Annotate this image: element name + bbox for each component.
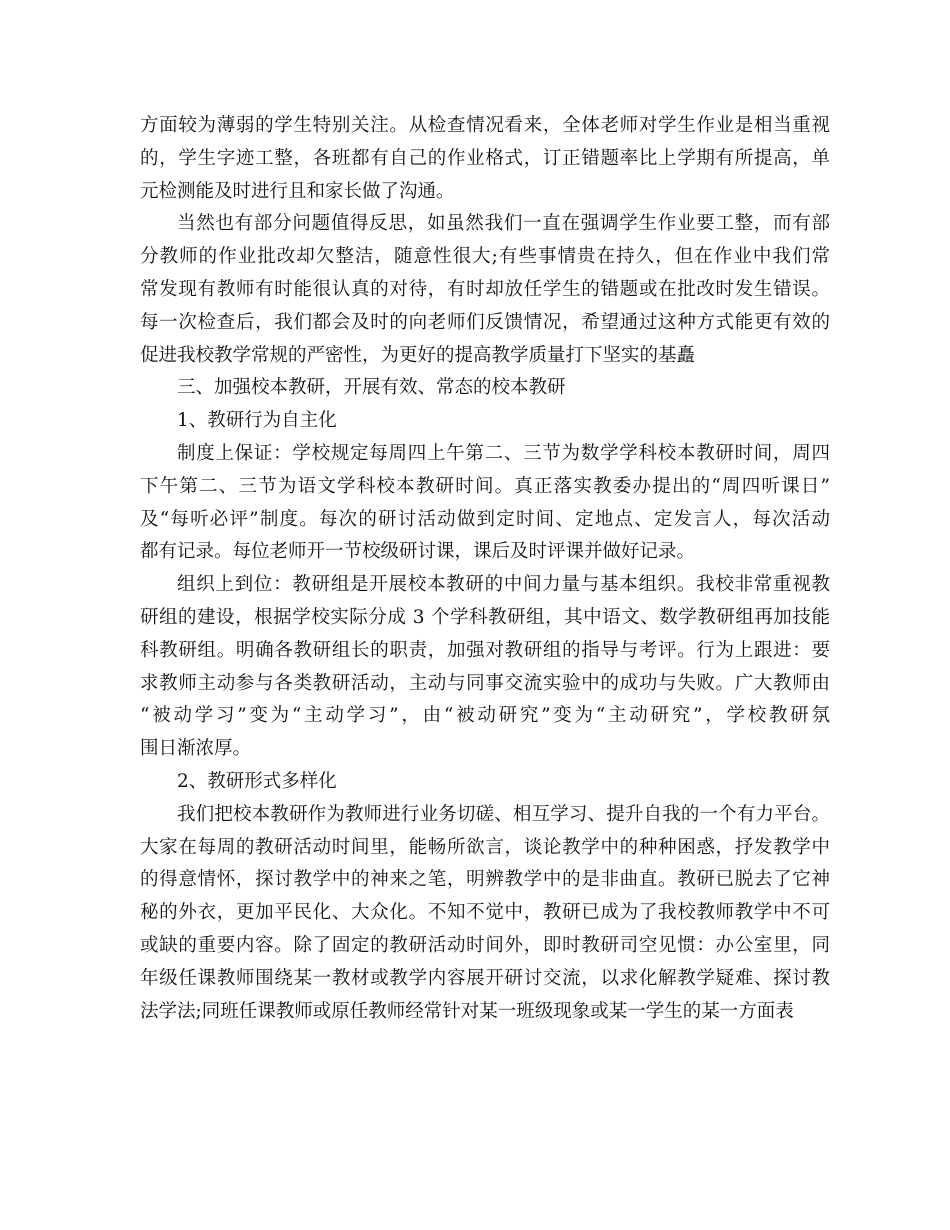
text-line: 方面较为薄弱的学生特别关注。从检查情况看来，全体老师对学生作业是相当重视 xyxy=(140,115,830,136)
text-line: 都有记录。每位老师开一节校级研讨课，课后及时评课并做好记录。 xyxy=(140,541,696,563)
text-line: 及“每听必评”制度。每次的研讨活动做到定时间、定地点、定发言人，每次活动 xyxy=(140,508,830,530)
paragraph-p2 xyxy=(140,208,830,372)
paragraph-p3 xyxy=(140,372,830,405)
text-line: 或缺的重要内容。除了固定的教研活动时间外，即时教研司空见惯：办公室里，同 xyxy=(140,934,830,956)
text-line: 促进我校教学常规的严密性，为更好的提高教学质量打下坚实的基矗 xyxy=(140,344,696,366)
text-line: 大家在每周的教研活动时间里，能畅所欲言，谈论教学中的种种困惑，抒发教学中 xyxy=(140,836,830,858)
text-line: 分教师的作业批改却欠整洁，随意性很大;有些事情贵在持久，但在作业中我们常 xyxy=(140,246,830,268)
text-line: 下午第二、三节为语文学科校本教研时间。真正落实教委办提出的“周四听课日” xyxy=(140,475,830,497)
text-line: 求教师主动参与各类教研活动，主动与同事交流实验中的成功与失败。广大教师由 xyxy=(140,672,830,694)
text-line: 组织上到位：教研组是开展校本教研的中间力量与基本组织。我校非常重视教 xyxy=(177,574,830,596)
text-line: 2、教研形式多样化 xyxy=(177,770,337,792)
text-line: 制度上保证：学校规定每周四上午第二、三节为数学学科校本教研时间，周四 xyxy=(177,442,830,464)
text-line: 科教研组。明确各教研组长的职责，加强对教研组的指导与考评。行为上跟进：要 xyxy=(140,639,830,661)
text-line: 秘的外衣，更加平民化、大众化。不知不觉中，教研已成为了我校教师教学中不可 xyxy=(140,902,830,924)
text-line: 每一次检查后，我们都会及时的向老师们反馈情况，希望通过这种方式能更有效的 xyxy=(140,311,830,333)
paragraph-p1 xyxy=(140,110,830,208)
text-line: 三、加强校本教研，开展有效、常态的校本教研 xyxy=(177,377,566,399)
text-line: 元检测能及时进行且和家长做了沟通。 xyxy=(140,180,455,202)
text-line: 常发现有教师有时能很认真的对待，有时却放任学生的错题或在批改时发生错误。 xyxy=(140,278,830,300)
document-body xyxy=(140,110,830,1028)
text-line: 围日渐浓厚。 xyxy=(140,738,252,760)
text-line: 1、教研行为自主化 xyxy=(177,410,337,432)
text-line: 年级任课教师围绕某一教材或教学内容展开研讨交流，以求化解教学疑难、探讨教 xyxy=(140,967,830,989)
text-line: 的，学生字迹工整，各班都有自己的作业格式，订正错题率比上学期有所提高，单 xyxy=(140,147,830,169)
text-line: 的得意情怀，探讨教学中的神来之笔，明辨教学中的是非曲直。教研已脱去了它神 xyxy=(140,869,830,891)
paragraph-p4 xyxy=(140,405,830,438)
text-line: 法学法;同班任课教师或原任教师经常针对某一班级现象或某一学生的某一方面表 xyxy=(140,1000,794,1022)
paragraph-p6 xyxy=(140,569,830,766)
paragraph-p8 xyxy=(140,799,830,1029)
paragraph-p5 xyxy=(140,438,830,569)
text-line: 我们把校本教研作为教师进行业务切磋、相互学习、提升自我的一个有力平台。 xyxy=(177,803,830,825)
text-line: “被动学习”变为“主动学习”，由“被动研究”变为“主动研究”，学校教研氛 xyxy=(140,705,830,727)
paragraph-p7 xyxy=(140,766,830,799)
text-line: 当然也有部分问题值得反思，如虽然我们一直在强调学生作业要工整，而有部 xyxy=(177,213,830,235)
text-line: 研组的建设，根据学校实际分成 3 个学科教研组，其中语文、数学教研组再加技能 xyxy=(140,606,830,628)
